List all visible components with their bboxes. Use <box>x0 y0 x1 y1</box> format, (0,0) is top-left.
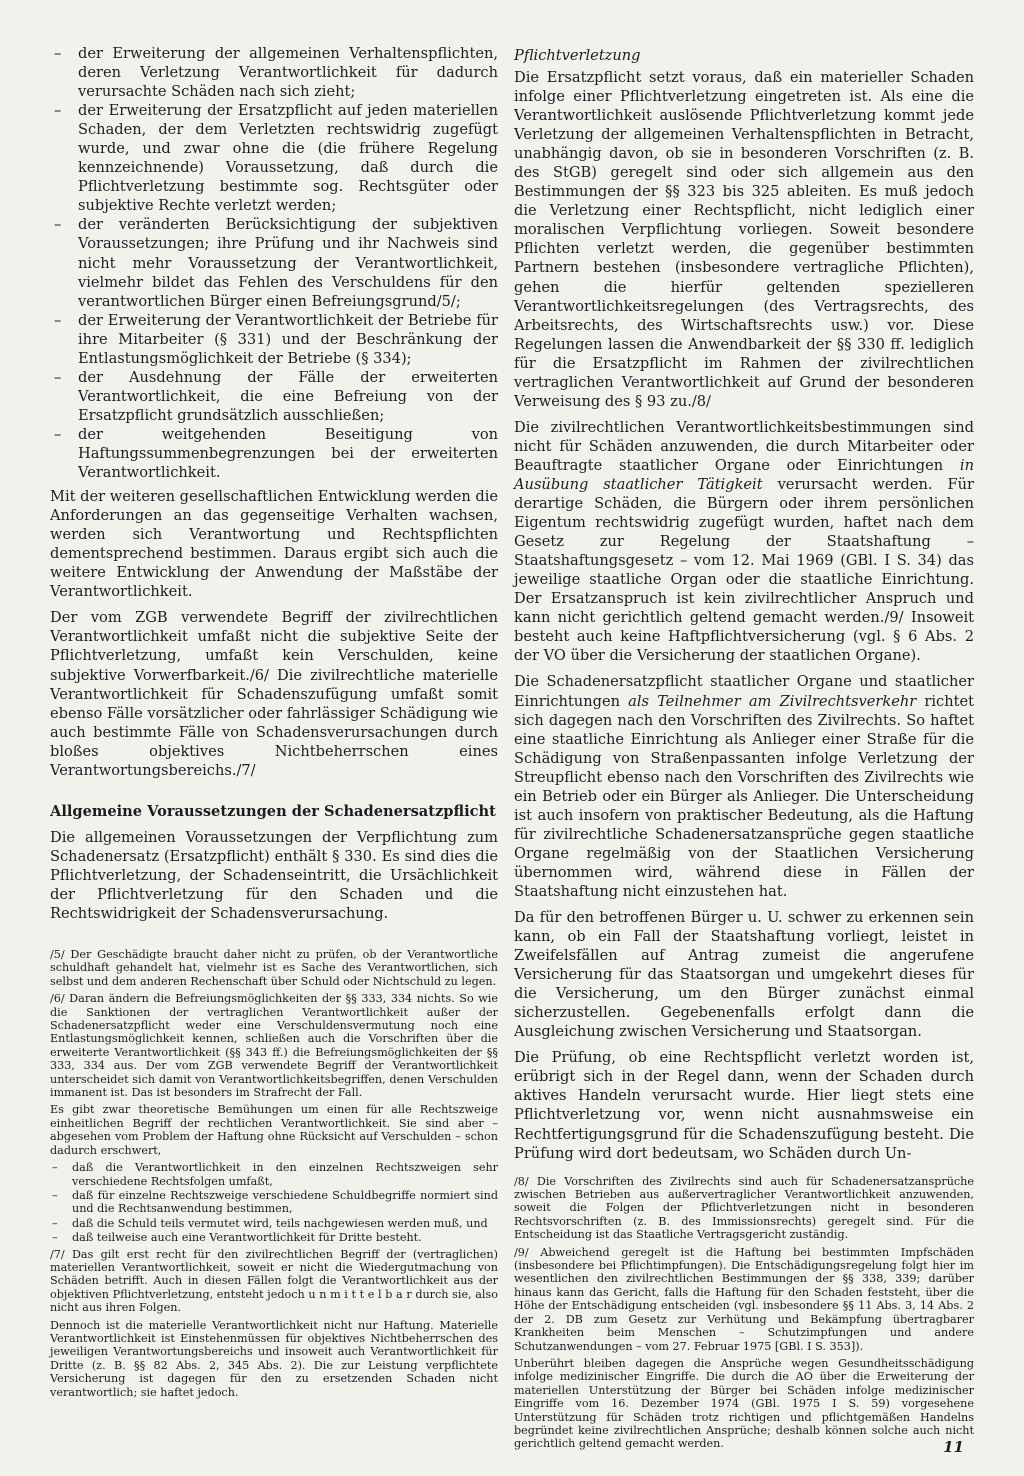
footnotes-right <box>514 1175 974 1451</box>
footnote-6-continued: Es gibt zwar theoretische Bemühungen um einen für alle Rechtszweige einheitlichen Begriff der rechtlichen Verantwortlichkeit. Sie sind aber – abgesehen vom Problem der Haftung ohne Rücksicht auf Verschulden – schon dadurch erschwert, <box>50 1103 498 1157</box>
footnote-9-continued: Unberührt bleiben dagegen die Ansprüche wegen Gesundheitsschädigung infolge medizinischer Eingriffe. Die durch die AO über die Erweiterung der materiellen Unterstützung der Bürger bei Schäden infolge medizinischer Eingriffe vom 16. Dezember 1974 (GBl. 1975 I S. 59) vorgesehene Unterstützung für Schäden trotz richtigen und pflichtgemäßen Handelns begründet keine zivilrechtlichen Ansprüche; deshalb können solche auch nicht gerichtlich geltend gemacht werden. <box>514 1356 974 1451</box>
list-item: – der Erweiterung der Ersatzpflicht auf jeden materiellen Schaden, der dem Verletzten rechtswidrig zugefügt wurde, und zwar ohne die (die frühere Regelung kennzeichnende) Voraussetzung, daß durch die Pflichtverletzung bestimmte sog. Rechtsgüter oder subjektive Rechte verletzt werden; <box>50 101 498 215</box>
paragraph: Da für den betroffenen Bürger u. U. schwer zu erkennen sein kann, ob ein Fall der Staatshaftung vorliegt, leistet in Zweifelsfällen auf Antrag zumeist die angerufene Versicherung für das Staatsorgan und umgekehrt dieses für die Versicherung, um den Bürger zunächst einmal sicherzustellen. Gegebenenfalls erfolgt dann die Ausgleichung zwischen Versicherung und Staatsorgan. <box>514 909 974 1041</box>
paragraph <box>514 418 974 666</box>
list-item: – daß für einzelne Rechtszweige verschiedene Schuldbegriffe normiert sind und die Rechtsanwendung bestimmen, <box>50 1189 498 1216</box>
paragraph: Der vom ZGB verwendete Begriff der zivilrechtlichen Verantwortlichkeit umfaßt nicht die subjektive Seite der Pflichtverletzung, umfaßt kein Verschulden, keine subjektive Vorwerfbarkeit./6/ Die zivilrechtliche materielle Verantwortlichkeit für Schadenszufügung umfaßt somit ebenso Fälle vorsätzlicher oder fahrlässiger Schädigung wie auch bestimmte Fälle von Schadensverursachungen durch bloßes objektives Nichtbeherrschen eines Verantwortungsbereichs./7/ <box>50 609 498 779</box>
paragraph: Die allgemeinen Voraussetzungen der Verpflichtung zum Schadenersatz (Ersatzpflicht) enthält § 330. Es sind dies die Pflichtverletzung, der Schadenseintritt, die Ursächlichkeit der Pflichtverletzung für den Schaden und die Rechtswidrigkeit der Schadensverursachung. <box>50 828 498 922</box>
paragraph: Die Ersatzpflicht setzt voraus, daß ein materieller Schaden infolge einer Pflichtverletzung eingetreten ist. Als eine die Verantwortlichkeit auslösende Pflichtverletzung kommt jede Verletzung der allgemeinen Verhaltenspflichten in Betracht, unabhängig davon, ob sie in besonderen Vorschriften (z. B. des StGB) geregelt sind oder sich allgemein aus den Bestimmungen der §§ 323 bis 325 ableiten. Es muß jedoch die Verletzung einer Rechtspflicht, nicht lediglich einer moralischen Verpflichtung vorliegen. Soweit besondere Pflichten verletzt werden, die gegenüber bestimmten Partnern bestehen (insbesondere vertragliche Pflichten), gehen die hierfür geltenden spezielleren Verantwortlichkeitsregelungen (des Vertragsrechts, des Arbeitsrechts, des Wirtschaftsrechts usw.) vor. Diese Regelungen lassen die Anwendbarkeit der §§ 330 ff. lediglich für die Ersatzpflicht im Rahmen der zivilrechtlichen vertraglichen Verantwortlichkeit auf Grund der besonderen Verweisung des § 93 zu./8/ <box>514 69 974 410</box>
text-run: Die Schadenersatzpflicht staatlicher Organe und staatlicher Einrichtungen <box>514 673 974 710</box>
emphasis-text: als Teilnehmer am Zivilrechtsverkehr <box>628 692 917 710</box>
footnote-9: /9/ Abweichend geregelt ist die Haftung bei bestimmten Impfschäden (insbesondere bei Pflichtimpfungen). Die Entschädigungsregelung folgt hier im wesentlichen den zivilrechtlichen Bestimmungen der §§ 338, 339; darüber hinaus kann das Gericht, falls die Haftung für den Schaden feststeht, über die Höhe der Entschädigung entscheiden (vgl. insbesondere §§ 11 Abs. 3, 14 Abs. 2 der 2. DB zum Gesetz zur Verhütung und Bekämpfung übertragbarer Krankheiten beim Menschen – Schutzimpfungen und andere Schutzanwendungen – vom 27. Februar 1975 [GBl. I S. 353]). <box>514 1245 974 1353</box>
list-item: – der veränderten Berücksichtigung der subjektiven Voraussetzungen; ihre Prüfung und ihr Nachweis sind nicht mehr Voraussetzung der Verantwortlichkeit, vielmehr bildet das Fehlen des Verschuldens für den verantwortlichen Bürger einen Befreiungsgrund/5/; <box>50 215 498 310</box>
list-item: – der Ausdehnung der Fälle der erweiterten Verantwortlichkeit, die eine Befreiung von der Ersatzpflicht grundsätzlich ausschließen; <box>50 368 498 425</box>
footnote-5: /5/ Der Geschädigte braucht daher nicht zu prüfen, ob der Verantwortliche schuldhaft gehandelt hat, vielmehr ist es Sache des Verantwortlichen, sich selbst und dem anderen Rechenschaft über Schuld oder Nichtschuld zu legen. <box>50 948 498 988</box>
paragraph <box>514 672 974 901</box>
footnote-7-continued: Dennoch ist die materielle Verantwortlichkeit nicht nur Haftung. Materielle Verantwortlichkeit ist Einstehenmüssen für objektives Nichtbeherrschen des jeweiligen Verantwortungsbereichs und insoweit auch Verantwortlichkeit für Dritte (z. B. §§ 82 Abs. 2, 345 Abs. 2). Die zur Leistung verpflichtete Versicherung ist dagegen für den zu ersetzenden Schaden nicht verantwortlich; sie haftet jedoch. <box>50 1318 498 1399</box>
list-item: – daß die Verantwortlichkeit in den einzelnen Rechtszweigen sehr verschiedene Rechtsfolgen umfaßt, <box>50 1161 498 1188</box>
list-item: – der Erweiterung der allgemeinen Verhaltenspflichten, deren Verletzung Verantwortlichkeit für dadurch verursachte Schäden nach sich zieht; <box>50 44 498 101</box>
footnote-7: /7/ Das gilt erst recht für den zivilrechtlichen Begriff der (vertraglichen) materiellen Verantwortlichkeit, soweit er nicht die Wiedergutmachung von Schäden betrifft. Auch in diesen Fällen folgt die Verantwortlichkeit aus der objektiven Pflichtverletzung, entsteht jedoch u n m i t t e l b a r durch sie, also nicht aus ihren Folgen. <box>50 1247 498 1315</box>
paragraph: Mit der weiteren gesellschaftlichen Entwicklung werden die Anforderungen an das gegenseitige Verhalten wachsen, werden sich Verantwortung und Rechtspflichten dementsprechend bestimmen. Daraus ergibt sich auch die weitere Entwicklung der Anwendung der Maßstäbe der Verantwortlichkeit. <box>50 488 499 601</box>
footnote-8: /8/ Die Vorschriften des Zivilrechts sind auch für Schadenersatzansprüche zwischen Betrieben aus außervertraglicher Verantwortlichkeit anzuwenden, soweit die Folgen der Pflichtverletzungen nicht in besonderen Rechtsvorschriften (z. B. des Immissionsrechts) geregelt sind. Für die Entscheidung ist das Staatliche Vertragsgericht zuständig. <box>514 1174 974 1242</box>
text-run: verursacht werden. Für derartige Schäden, die Bürgern oder ihrem persönlichen Eigentum rechtswidrig zugefügt wurden, haftet nach dem Gesetz zur Regelung der Staatshaftung – Staatshaftungsgesetz – vom 12. Mai 1969 (GBl. I S. 34) das jeweilige staatliche Organ oder die staatliche Einrichtung. Der Ersatzanspruch ist kein zivilrechtlicher Anspruch und kann nicht gerichtlich geltend gemacht werden./9/ Insoweit besteht auch keine Haftpflichtversicherung (vgl. § 6 Abs. 2 der VO über die Versicherung der staatlichen Organe). <box>514 475 974 665</box>
list-item: – der Erweiterung der Verantwortlichkeit der Betriebe für ihre Mitarbeiter (§ 331) und der Beschränkung der Entlastungsmöglichkeit der Betriebe (§ 334); <box>50 311 498 368</box>
list-item: – daß die Schuld teils vermutet wird, teils nachgewiesen werden muß, und <box>50 1217 498 1230</box>
responsibility-extension-list <box>50 44 498 482</box>
right-column <box>514 44 974 1455</box>
footnote-6: /6/ Daran ändern die Befreiungsmöglichkeiten der §§ 333, 334 nichts. So wie die Sanktionen der vertraglichen Verantwortlichkeit außer der Schadenersatzpflicht weder eine Verschuldensvermutung noch eine Entlastungsmöglichkeit kennen, schließen auch die Vorschriften über die erweiterte Verantwortlichkeit (§§ 343 ff.) die Befreiungsmöglichkeiten der §§ 333, 334 aus. Der vom ZGB verwendete Begriff der Verantwortlichkeit unterscheidet sich damit von Verantwortlichkeitsbegriffen, denen Verschulden immanent ist. Das ist besonders im Strafrecht der Fall. <box>50 992 498 1100</box>
paragraph: Die Prüfung, ob eine Rechtspflicht verletzt worden ist, erübrigt sich in der Regel dann, wenn der Schaden durch aktives Handeln verursacht wurde. Hier liegt stets eine Pflichtverletzung vor, wenn nicht ausnahmsweise ein Rechtfertigungsgrund für die Schadenszufügung besteht. Die Prüfung wird dort bedeutsam, wo Schäden durch Un- <box>514 1049 974 1162</box>
page-number: 11 <box>943 1438 964 1456</box>
right-body-text <box>514 46 974 1163</box>
left-column <box>50 44 498 1403</box>
emphasis-text: in Ausübung staatlicher Tätigkeit <box>514 456 974 493</box>
text-run: richtet sich dagegen nach den Vorschriften des Zivilrechts. So haftet eine staatliche Einrichtung als Anlieger einer Straße für die Schädigung von Straßenpassanten infolge Verletzung der Streupflicht ebenso nach den Vorschriften des Zivilrechts wie ein Betrieb oder ein Bürger als Anlieger. Die Unterscheidung ist auch insofern von praktischer Bedeutung, als die Haftung für zivilrechtliche Schadenersatzansprüche gegen staatliche Organe regelmäßig von der Staatlichen Versicherung übernommen wird, während diese in Fällen der Staatshaftung nicht einzustehen hat. <box>514 692 974 900</box>
footnote-6-list <box>50 1161 498 1244</box>
list-item: – daß teilweise auch eine Verantwortlichkeit für Dritte besteht. <box>50 1231 498 1244</box>
list-item: – der weitgehenden Beseitigung von Haftungssummenbegrenzungen bei der erweiterten Verantwortlichkeit. <box>50 425 498 482</box>
text-run: Die zivilrechtlichen Verantwortlichkeitsbestimmungen sind nicht für Schäden anzuwenden, die durch Mitarbeiter oder Beauftragte staatlicher Organe oder Einrichtungen <box>514 418 974 474</box>
section-heading: Allgemeine Voraussetzungen der Schadenersatzpflicht <box>50 802 496 820</box>
footnotes-left <box>50 948 498 1399</box>
section-heading-pflichtverletzung: Pflichtverletzung <box>514 47 641 64</box>
left-body-text <box>50 44 498 923</box>
